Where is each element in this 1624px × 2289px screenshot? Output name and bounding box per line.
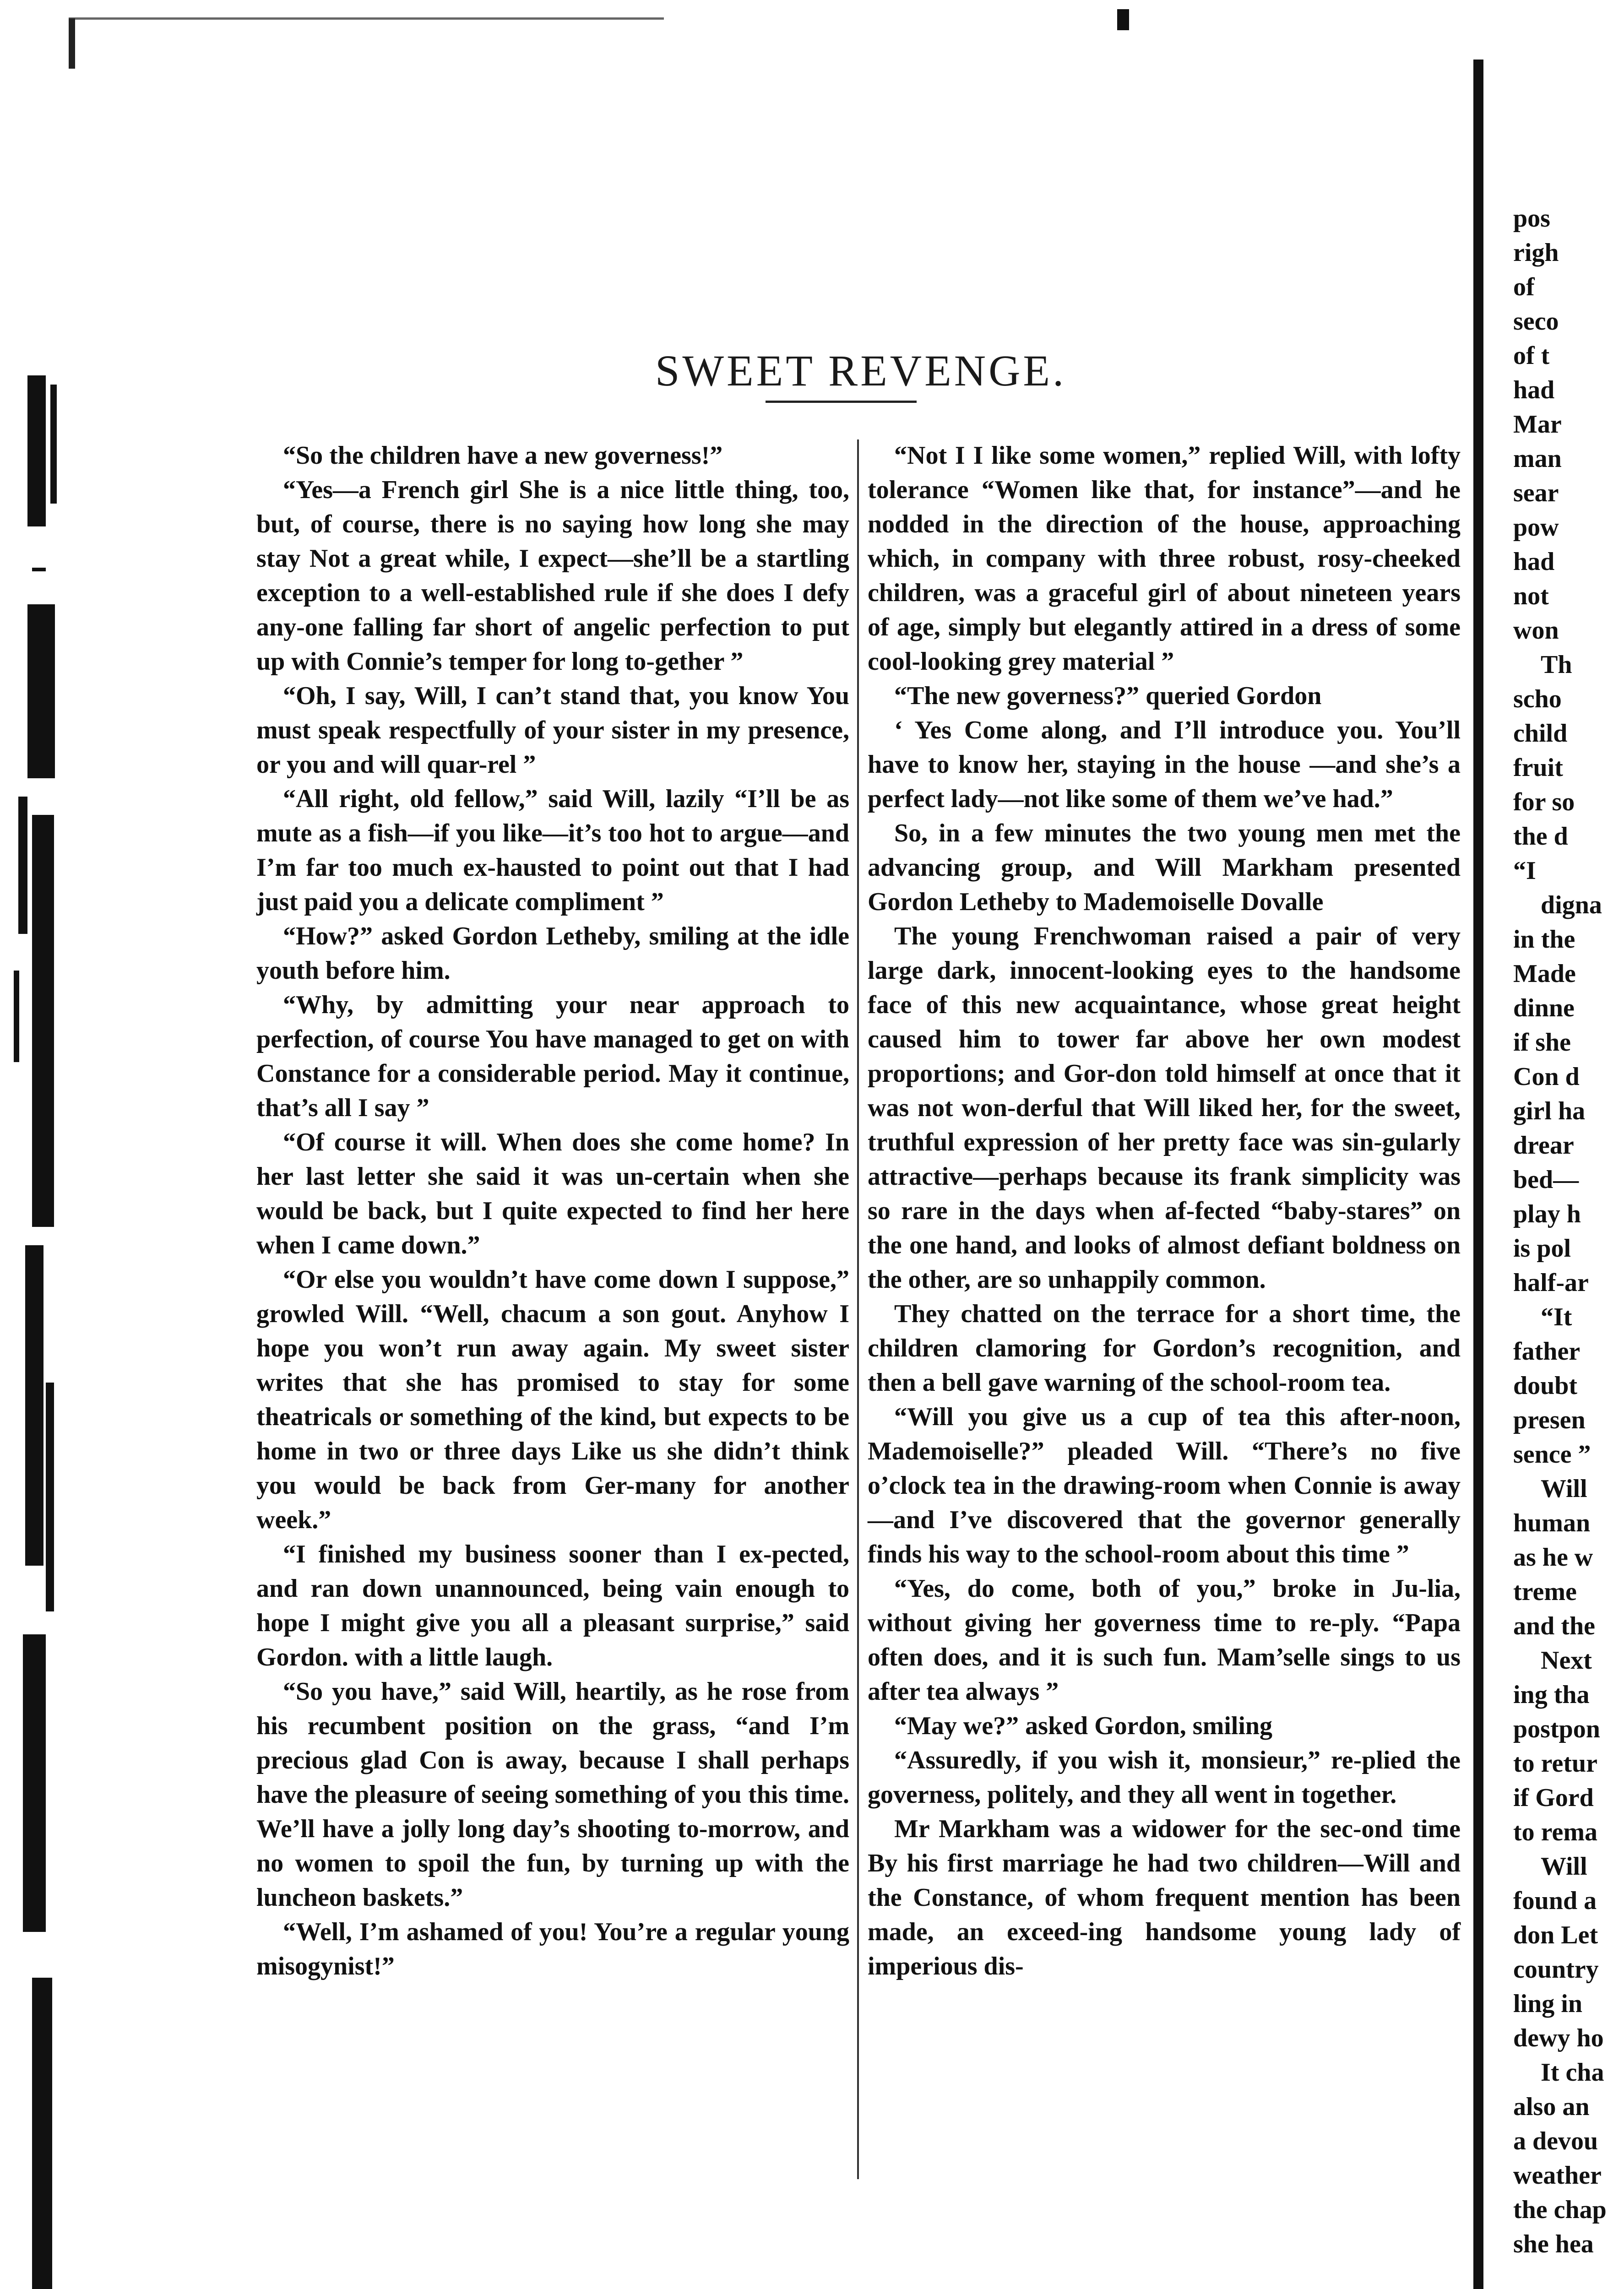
line-fragment: bed— [1513, 1166, 1579, 1194]
article-column-1 [256, 439, 849, 1984]
paragraph: “Of course it will. When does she come home? In her last letter she said it was un-certain when she would be back, but I quite expected to find her here when I came down.” [256, 1128, 849, 1259]
line-fragment: the d [1513, 822, 1568, 851]
line-fragment: It cha [1541, 2058, 1604, 2087]
page-gutter-rule [1473, 60, 1483, 2289]
column-divider [857, 439, 859, 2179]
line-fragment: as he w [1513, 1543, 1593, 1572]
line-fragment: pow [1513, 513, 1559, 542]
paragraph: “May we?” asked Gordon, smiling [894, 1712, 1273, 1740]
line-fragment: fruit [1513, 754, 1563, 782]
line-fragment: of t [1513, 342, 1550, 370]
line-fragment: sence ” [1513, 1440, 1591, 1469]
line-fragment: Will [1541, 1475, 1587, 1503]
paragraph: “Well, I’m ashamed of you! You’re a regular young misogynist!” [256, 1918, 849, 1980]
article-column-2 [868, 439, 1461, 1984]
line-fragment: father [1513, 1337, 1581, 1366]
line-fragment: is pol [1513, 1234, 1571, 1263]
line-fragment: weather [1513, 2161, 1602, 2190]
line-fragment: play h [1513, 1200, 1581, 1228]
paragraph: They chatted on the terrace for a short time, the children clamoring for Gordon’s recognition, and then a bell gave warning of the school-room tea. [868, 1300, 1461, 1397]
paragraph: “Or else you wouldn’t have come down I suppose,” growled Will. “Well, chacum a son gout. Anyhow I hope you won’t run away again. My sweet sister writes that she has promised to stay for some theatricals or something of the kind, but expects to be home in two or three days Like us she didn’t think you would be back from Ger-many for another week.” [256, 1265, 849, 1534]
line-fragment: and the [1513, 1612, 1595, 1640]
line-fragment: found a [1513, 1887, 1597, 1915]
line-fragment: the chap [1513, 2196, 1607, 2224]
line-fragment: scho [1513, 685, 1562, 713]
paragraph: “All right, old fellow,” said Will, lazily “I’ll be as mute as a fish—if you like—it’s too hot to argue—and I’m far too much ex-hausted to point out that I had just paid you a delicate compliment ” [256, 785, 849, 916]
paragraph: So, in a few minutes the two young men met the advancing group, and Will Markham presented Gordon Letheby to Mademoiselle Dovalle [868, 819, 1461, 916]
line-fragment: drear [1513, 1131, 1574, 1160]
top-border-rule [69, 17, 664, 24]
line-fragment: ling in [1513, 1990, 1582, 2018]
line-fragment: also an [1513, 2093, 1590, 2121]
line-fragment: to rema [1513, 1818, 1597, 1846]
line-fragment: if Gord [1513, 1784, 1594, 1812]
line-fragment: country [1513, 1955, 1599, 1984]
line-fragment: had [1513, 548, 1555, 576]
paragraph: “How?” asked Gordon Letheby, smiling at the idle youth before him. [256, 922, 849, 985]
paragraph: Mr Markham was a widower for the sec-ond time By his first marriage he had two children—Will and the Constance, of whom frequent mention has been made, an exceed-ing handsome young lady of imperious dis- [868, 1815, 1461, 1980]
line-fragment: sear [1513, 479, 1559, 507]
line-fragment: Th [1541, 651, 1572, 679]
line-fragment: not [1513, 582, 1549, 610]
left-scan-edge [0, 375, 105, 2289]
title-divider [766, 401, 917, 403]
line-fragment: “I [1513, 857, 1536, 885]
paragraph: “The new governess?” queried Gordon [894, 682, 1322, 710]
line-fragment: Con d [1513, 1063, 1580, 1091]
paragraph: “So the children have a new governess!” [283, 441, 723, 470]
line-fragment: child [1513, 719, 1568, 748]
line-fragment: Next [1541, 1646, 1592, 1675]
article-title: SWEET REVENGE. [655, 346, 1067, 396]
paragraph: “Yes, do come, both of you,” broke in Ju-lia, without giving her governess time to re-ply. “Papa often does, and it is such fun. Mam’selle sings to us after tea always ” [868, 1574, 1461, 1706]
paragraph: “Will you give us a cup of tea this after-noon, Mademoiselle?” pleaded Will. “There’s no five o’clock tea in the drawing-room when Connie is away—and I’ve discovered that the governor generally finds his way to the school-room about this time ” [868, 1403, 1461, 1568]
line-fragment: digna [1541, 891, 1602, 919]
line-fragment: don Let [1513, 1921, 1598, 1949]
line-fragment: won [1513, 616, 1559, 645]
paragraph: ‘ Yes Come along, and I’ll introduce you. You’ll have to know her, staying in the house —and she’s a perfect lady—not like some of them we’ve had.” [868, 716, 1461, 813]
line-fragment: of [1513, 273, 1535, 301]
line-fragment: “It [1541, 1303, 1572, 1331]
line-fragment: a devou [1513, 2127, 1598, 2155]
line-fragment: Mar [1513, 410, 1562, 439]
line-fragment: dinne [1513, 994, 1575, 1022]
adjacent-column-fragment [1513, 201, 1624, 2262]
line-fragment: man [1513, 445, 1562, 473]
line-fragment: she hea [1513, 2230, 1594, 2258]
line-fragment: Will [1541, 1852, 1587, 1881]
line-fragment: righ [1513, 239, 1559, 267]
line-fragment: pos [1513, 204, 1550, 233]
line-fragment: had [1513, 376, 1555, 404]
top-left-corner-mark [69, 18, 75, 69]
paragraph: “Oh, I say, Will, I can’t stand that, you know You must speak respectfully of your sister in my presence, or you and will quar-rel ” [256, 682, 849, 779]
line-fragment: seco [1513, 307, 1559, 336]
line-fragment: postpon [1513, 1715, 1600, 1743]
line-fragment: ing tha [1513, 1681, 1590, 1709]
paragraph: “Why, by admitting your near approach to perfection, of course You have managed to get on with Constance for a considerable period. May it continue, that’s all I say ” [256, 991, 849, 1122]
line-fragment: Made [1513, 960, 1576, 988]
line-fragment: human [1513, 1509, 1591, 1537]
paragraph: The young Frenchwoman raised a pair of very large dark, innocent-looking eyes to the handsome face of this new acquaintance, whose great height caused him to tower far above her own modest proportions; and Gor-don told himself at once that it was not won-derful that Will liked her, for the sweet, truthful expression of her pretty face was sin-gularly attractive—perhaps because its frank simplicity was so rare in the days when af-fected “baby-stares” on the one hand, and looks of almost defiant boldness on the other, are so unhappily common. [868, 922, 1461, 1294]
paragraph: “Yes—a French girl She is a nice little thing, too, but, of course, there is no saying how long she may stay Not a great while, I expect—she’ll be a startling exception to a well-established rule if she does I defy any-one falling far short of angelic perfection to put up with Connie’s temper for long to-gether ” [256, 476, 849, 676]
paragraph: “Not I I like some women,” replied Will, with lofty tolerance “Women like that, for instance”—and he nodded in the direction of the house, approaching which, in company with three robust, rosy-cheeked children, was a graceful girl of about nineteen years of age, simply but elegantly attired in a dress of some cool-looking grey material ” [868, 441, 1461, 676]
paragraph: “So you have,” said Will, heartily, as he rose from his recumbent position on the grass, “and I’m precious glad Con is away, because I shall perhaps have the pleasure of seeing something of you this time. We’ll have a jolly long day’s shooting to-morrow, and no women to spoil the fun, by turning up with the luncheon baskets.” [256, 1677, 849, 1912]
line-fragment: to retur [1513, 1749, 1597, 1778]
line-fragment: treme [1513, 1578, 1577, 1606]
paragraph: “Assuredly, if you wish it, monsieur,” re-plied the governess, politely, and they all went in together. [868, 1746, 1461, 1809]
paragraph: “I finished my business sooner than I ex-pected, and ran down unannounced, being vain enough to hope I might give you all a pleasant surprise,” said Gordon. with a little laugh. [256, 1540, 849, 1671]
line-fragment: for so [1513, 788, 1575, 816]
line-fragment: if she [1513, 1028, 1571, 1057]
line-fragment: half-ar [1513, 1269, 1589, 1297]
line-fragment: presen [1513, 1406, 1586, 1434]
line-fragment: dewy ho [1513, 2024, 1604, 2052]
line-fragment: doubt [1513, 1372, 1578, 1400]
line-fragment: girl ha [1513, 1097, 1586, 1125]
line-fragment: in the [1513, 925, 1575, 954]
top-scan-mark [1117, 9, 1129, 30]
